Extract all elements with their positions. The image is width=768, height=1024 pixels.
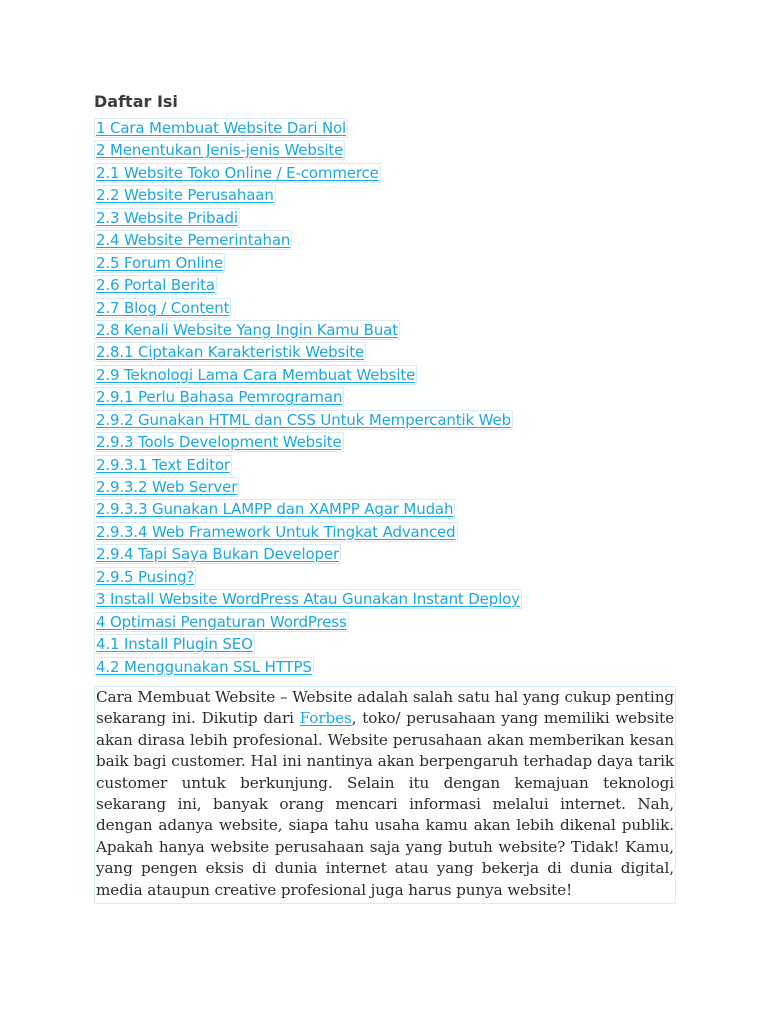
toc-item <box>94 365 676 387</box>
toc-item <box>94 230 676 252</box>
toc-link[interactable]: 2.9.3 Tools Development Website <box>96 433 342 452</box>
toc-link[interactable]: 2.9 Teknologi Lama Cara Membuat Website <box>96 365 416 384</box>
forbes-link[interactable]: Forbes <box>299 709 352 728</box>
toc-item <box>94 140 676 162</box>
toc-item <box>94 432 676 454</box>
toc-link[interactable]: 1 Cara Membuat Website Dari Nol <box>96 119 347 137</box>
toc-item <box>94 567 676 589</box>
toc-item <box>94 634 676 656</box>
toc-link[interactable]: 2.8 Kenali Website Yang Ingin Kamu Buat <box>96 320 398 339</box>
toc-link[interactable]: 2 Menentukan Jenis-jenis Website <box>96 141 344 160</box>
toc-link[interactable]: 2.9.3.4 Web Framework Untuk Tingkat Advanced <box>96 522 456 541</box>
toc-item <box>94 253 676 275</box>
toc-item <box>94 298 676 320</box>
toc-item <box>94 208 676 230</box>
toc-item <box>94 320 676 342</box>
toc-link[interactable]: 2.3 Website Pribadi <box>96 208 238 227</box>
toc-link[interactable]: 2.9.5 Pusing? <box>96 567 195 586</box>
intro-text-start: Cara Membuat Website – Website adalah salah satu hal yang cukup penting sekarang ini. Dikutip dari <box>96 687 674 728</box>
toc-item <box>94 499 676 521</box>
toc-link[interactable]: 2.9.2 Gunakan HTML dan CSS Untuk Mempercantik Web <box>96 410 511 429</box>
toc-link[interactable]: 4.1 Install Plugin SEO <box>96 635 253 654</box>
intro-text-rest: , toko/ perusahaan yang memiliki website akan dirasa lebih profesional. Website perusahaan akan memberikan kesan baik bagi customer. Hal ini nantinya akan berpengaruh terhadap daya tarik customer untuk berkunjung. Selain itu dengan kemajuan teknologi sekarang ini, banyak orang mencari informasi melalui internet. Nah, dengan adanya website, siapa tahu usaha kamu akan lebih dikenal publik. Apakah hanya website perusahaan saja yang butuh website? Tidak! Kamu, yang pengen eksis di dunia internet atau yang bekerja di dunia digital, media ataupun creative profesional juga harus punya website! <box>96 709 674 899</box>
toc-item <box>94 657 676 679</box>
toc-link[interactable]: 2.5 Forum Online <box>96 253 223 272</box>
toc-link[interactable]: 2.8.1 Ciptakan Karakteristik Website <box>96 343 365 362</box>
toc-item <box>94 522 676 544</box>
toc-link[interactable]: 2.9.3.3 Gunakan LAMPP dan XAMPP Agar Mudah <box>96 500 454 519</box>
toc-link[interactable]: 2.9.4 Tapi Saya Bukan Developer <box>96 545 339 564</box>
toc-item <box>94 118 676 140</box>
toc-title: Daftar Isi <box>94 92 178 111</box>
toc-item <box>94 185 676 207</box>
toc-link[interactable]: 2.9.3.1 Text Editor <box>96 455 230 474</box>
intro-paragraph <box>94 686 676 904</box>
toc-item <box>94 544 676 566</box>
table-of-contents <box>94 118 676 679</box>
toc-link[interactable]: 4 Optimasi Pengaturan WordPress <box>96 612 347 631</box>
toc-link[interactable]: 2.9.1 Perlu Bahasa Pemrograman <box>96 388 343 407</box>
toc-link[interactable]: 4.2 Menggunakan SSL HTTPS <box>96 657 312 676</box>
toc-link[interactable]: 2.4 Website Pemerintahan <box>96 231 291 250</box>
toc-item <box>94 612 676 634</box>
toc-item <box>94 275 676 297</box>
toc-link[interactable]: 3 Install Website WordPress Atau Gunakan Instant Deploy <box>96 590 520 609</box>
toc-item <box>94 387 676 409</box>
toc-link[interactable]: 2.7 Blog / Content <box>96 298 230 317</box>
toc-item <box>94 589 676 611</box>
toc-link[interactable]: 2.2 Website Perusahaan <box>96 186 274 205</box>
toc-link[interactable]: 2.9.3.2 Web Server <box>96 478 238 496</box>
toc-item <box>94 410 676 432</box>
toc-item <box>94 163 676 185</box>
document-page <box>94 90 676 904</box>
toc-item <box>94 477 676 499</box>
toc-link[interactable]: 2.1 Website Toko Online / E-commerce <box>96 163 379 182</box>
toc-item <box>94 455 676 477</box>
toc-item <box>94 342 676 364</box>
toc-link[interactable]: 2.6 Portal Berita <box>96 276 215 295</box>
